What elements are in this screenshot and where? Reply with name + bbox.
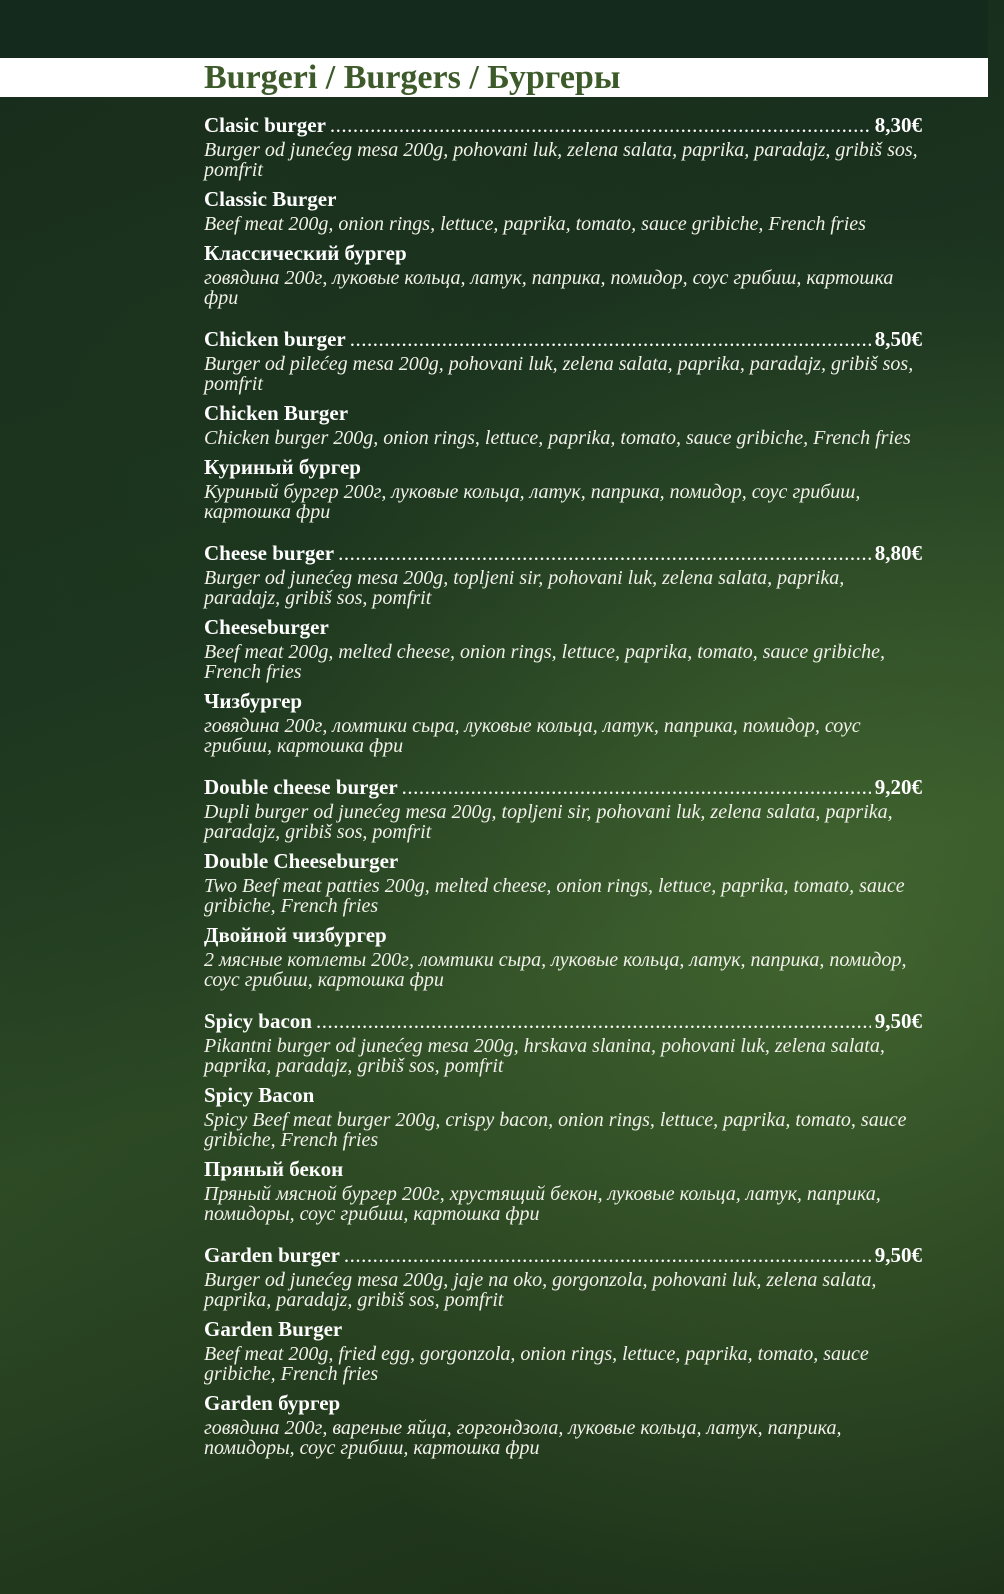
- item-name-row: [204, 1390, 922, 1416]
- item-description: говядина 200г, ломтики сыра, луковые кольца, латук, паприка, помидор, соус грибиш, картошка фри: [204, 715, 861, 757]
- menu-item-language-block: [204, 540, 922, 608]
- item-description: Chicken burger 200g, onion rings, lettuce, paprika, tomato, sauce gribiche, French fries: [204, 427, 911, 449]
- item-description: Beef meat 200g, onion rings, lettuce, paprika, tomato, sauce gribiche, French fries: [204, 213, 866, 235]
- menu-item-language-block: [204, 774, 922, 842]
- menu-item-language-block: [204, 614, 922, 682]
- item-name: Чизбургер: [204, 689, 303, 713]
- item-name: Spicy bacon: [204, 1009, 312, 1033]
- title-band: [0, 58, 988, 97]
- item-name-row: [204, 186, 922, 212]
- item-description: Pikantni burger od junećeg mesa 200g, hrskava slanina, pohovani luk, zelena salata, paprika, paradajz, gribiš sos, pomfrit: [204, 1035, 885, 1077]
- menu-list: [204, 112, 922, 1476]
- item-name: Double cheese burger: [204, 775, 398, 799]
- item-name: Chicken Burger: [204, 401, 349, 425]
- menu-item: [204, 540, 922, 756]
- item-name: Cheese burger: [204, 541, 335, 565]
- menu-item-language-block: [204, 1316, 922, 1384]
- item-name-row: [204, 848, 922, 874]
- menu-item-language-block: [204, 240, 922, 308]
- menu-item-language-block: [204, 400, 922, 448]
- item-price: 8,30€: [874, 113, 922, 137]
- menu-item-language-block: [204, 1082, 922, 1150]
- item-name-row: [204, 112, 922, 138]
- item-name: Куриный бургер: [204, 455, 361, 479]
- item-name-row: [204, 400, 922, 426]
- item-description: Beef meat 200g, fried egg, gorgonzola, onion rings, lettuce, paprika, tomato, sauce gribiche, French fries: [204, 1343, 869, 1385]
- item-name-row: [204, 1316, 922, 1342]
- menu-item-language-block: [204, 1156, 922, 1224]
- item-price: 9,20€: [874, 775, 922, 799]
- item-name: Classic Burger: [204, 187, 337, 211]
- menu-item: [204, 326, 922, 522]
- item-price: 8,80€: [874, 541, 922, 565]
- item-description: говядина 200г, вареные яйца, горгондзола, луковые кольца, латук, паприка, помидоры, соус грибиш, картошка фри: [204, 1417, 842, 1459]
- item-name-row: [204, 326, 922, 352]
- page-title: Burgeri / Burgers / Бургеры: [204, 59, 621, 96]
- item-description: Spicy Beef meat burger 200g, crispy bacon, onion rings, lettuce, paprika, tomato, sauce gribiche, French fries: [204, 1109, 907, 1151]
- item-name: Двойной чизбургер: [204, 923, 387, 947]
- item-name: Пряный бекон: [204, 1157, 344, 1181]
- item-description: Burger od junećeg mesa 200g, pohovani luk, zelena salata, paprika, paradajz, gribiš sos, pomfrit: [204, 139, 918, 181]
- menu-item-language-block: [204, 186, 922, 234]
- dot-leader: [316, 1008, 871, 1034]
- item-name-row: [204, 774, 922, 800]
- item-name: Garden burger: [204, 1243, 340, 1267]
- dot-leader: [344, 1242, 871, 1268]
- menu-item: [204, 1008, 922, 1224]
- menu-item-language-block: [204, 454, 922, 522]
- item-name: Chicken burger: [204, 327, 346, 351]
- item-description: Burger od junećeg mesa 200g, topljeni sir, pohovani luk, zelena salata, paprika, paradajz, gribiš sos, pomfrit: [204, 567, 845, 609]
- top-banner: [0, 0, 988, 58]
- item-description: Two Beef meat patties 200g, melted cheese, onion rings, lettuce, paprika, tomato, sauce gribiche, French fries: [204, 875, 905, 917]
- dot-leader: [330, 112, 871, 138]
- item-price: 9,50€: [874, 1009, 922, 1033]
- item-name: Классический бургер: [204, 241, 407, 265]
- menu-item-language-block: [204, 326, 922, 394]
- menu-item-language-block: [204, 112, 922, 180]
- item-name: Garden Burger: [204, 1317, 343, 1341]
- menu-item-language-block: [204, 1008, 922, 1076]
- item-description: Burger od pilećeg mesa 200g, pohovani luk, zelena salata, paprika, paradajz, gribiš sos, pomfrit: [204, 353, 914, 395]
- item-name-row: [204, 540, 922, 566]
- dot-leader: [350, 326, 871, 352]
- item-name-row: [204, 1082, 922, 1108]
- menu-item-language-block: [204, 1242, 922, 1310]
- menu-item: [204, 1242, 922, 1458]
- item-description: Dupli burger od junećeg mesa 200g, topljeni sir, pohovani luk, zelena salata, paprika, paradajz, gribiš sos, pomfrit: [204, 801, 893, 843]
- item-price: 9,50€: [874, 1243, 922, 1267]
- menu-item-language-block: [204, 688, 922, 756]
- item-name-row: [204, 614, 922, 640]
- item-description: Куриный бургер 200г, луковые кольца, латук, паприка, помидор, соус грибиш, картошка фри: [204, 481, 861, 523]
- menu-item: [204, 112, 922, 308]
- item-description: говядина 200г, луковые кольца, латук, паприка, помидор, соус грибиш, картошка фри: [204, 267, 894, 309]
- item-name-row: [204, 1242, 922, 1268]
- menu-item-language-block: [204, 848, 922, 916]
- item-name-row: [204, 1156, 922, 1182]
- item-description: Burger od junećeg mesa 200g, jaje na oko, gorgonzola, pohovani luk, zelena salata, paprika, paradajz, gribiš sos, pomfrit: [204, 1269, 877, 1311]
- item-name-row: [204, 1008, 922, 1034]
- menu-item-language-block: [204, 1390, 922, 1458]
- item-name-row: [204, 240, 922, 266]
- dot-leader: [338, 540, 871, 566]
- item-name: Garden бургер: [204, 1391, 341, 1415]
- item-name: Spicy Bacon: [204, 1083, 315, 1107]
- item-name-row: [204, 922, 922, 948]
- item-name: Cheeseburger: [204, 615, 329, 639]
- menu-item-language-block: [204, 922, 922, 990]
- item-name-row: [204, 688, 922, 714]
- item-name: Double Cheeseburger: [204, 849, 399, 873]
- menu-item: [204, 774, 922, 990]
- item-description: 2 мясные котлеты 200г, ломтики сыра, луковые кольца, латук, паприка, помидор, соус грибиш, картошка фри: [204, 949, 907, 991]
- item-description: Beef meat 200g, melted cheese, onion rings, lettuce, paprika, tomato, sauce gribiche, French fries: [204, 641, 885, 683]
- item-description: Пряный мясной бургер 200г, хрустящий бекон, луковые кольца, латук, паприка, помидоры, соус грибиш, картошка фри: [204, 1183, 881, 1225]
- item-name-row: [204, 454, 922, 480]
- item-price: 8,50€: [874, 327, 922, 351]
- item-name: Clasic burger: [204, 113, 326, 137]
- dot-leader: [402, 774, 871, 800]
